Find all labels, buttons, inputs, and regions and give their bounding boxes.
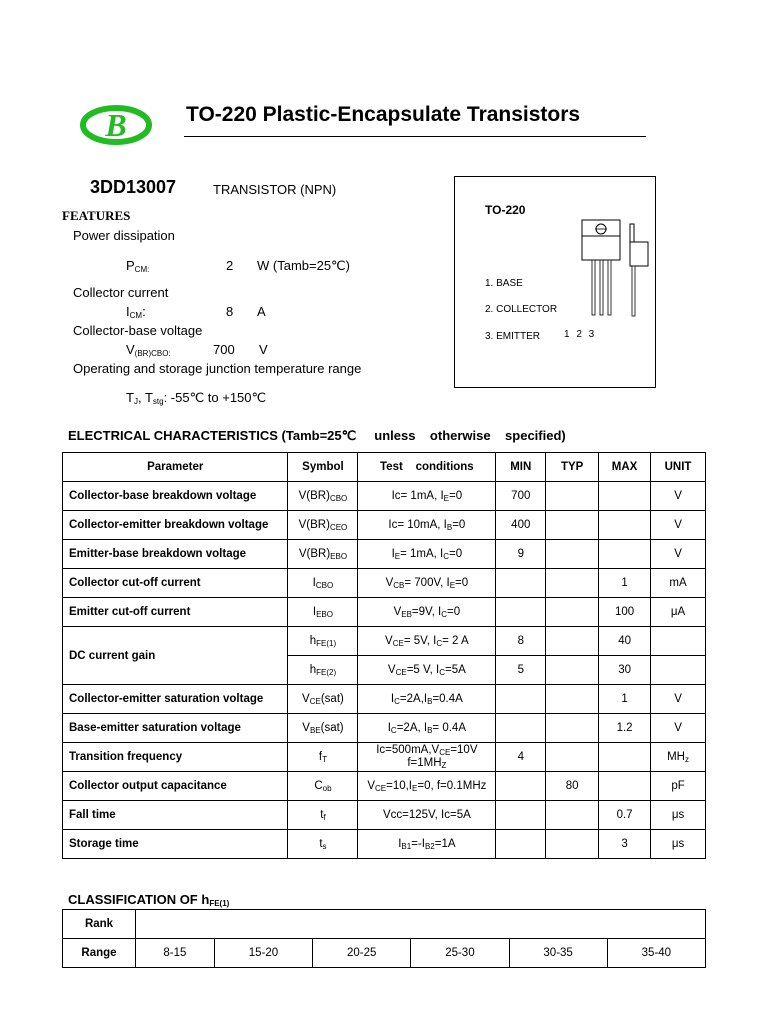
typ-cell bbox=[546, 656, 599, 685]
collector-base-voltage-label: Collector-base voltage bbox=[73, 323, 203, 338]
typ-cell bbox=[546, 511, 599, 540]
symbol-cell: $h_{FE(2)}$ bbox=[288, 656, 358, 685]
header-max: MAX bbox=[599, 453, 651, 482]
typ-cell bbox=[546, 743, 599, 772]
min-cell bbox=[496, 714, 546, 743]
parameter-cell: Collector-emitter breakdown voltage bbox=[63, 511, 288, 540]
unit-cell: μs bbox=[651, 830, 706, 859]
symbol-cell: $I_{EBO}$ bbox=[288, 598, 358, 627]
parameter-cell: Collector output capacitance bbox=[63, 772, 288, 801]
max-cell: 40 bbox=[599, 627, 651, 656]
parameter-cell: Storage time bbox=[63, 830, 288, 859]
symbol-cell: $V(BR)_{CBO}$ bbox=[288, 482, 358, 511]
parameter-cell: Emitter-base breakdown voltage bbox=[63, 540, 288, 569]
conditions-cell: $I_C=2A$, $I_B= 0.4A$ bbox=[358, 714, 496, 743]
unit-cell: $MH_z$ bbox=[651, 743, 706, 772]
range-cell: 20-25 bbox=[313, 939, 411, 968]
title-rule bbox=[184, 136, 646, 137]
range-cell: 8-15 bbox=[136, 939, 215, 968]
min-cell: 400 bbox=[496, 511, 546, 540]
pcm-value: 2 bbox=[226, 258, 234, 273]
to220-package-drawing bbox=[570, 218, 654, 320]
table-row bbox=[63, 540, 706, 569]
power-dissipation-label: Power dissipation bbox=[73, 228, 175, 243]
pcm-unit: W (Tamb=25℃) bbox=[257, 258, 350, 273]
min-cell bbox=[496, 685, 546, 714]
header-typ: TYP bbox=[546, 453, 599, 482]
typ-cell: 80 bbox=[546, 772, 599, 801]
unit-cell: μs bbox=[651, 801, 706, 830]
typ-cell bbox=[546, 540, 599, 569]
conditions-cell: $V_{CE}= 5V$, $I_C= 2$ A bbox=[358, 627, 496, 656]
table-row bbox=[63, 743, 706, 772]
typ-cell bbox=[546, 685, 599, 714]
conditions-cell: Ic= 10mA, $I_B=0$ bbox=[358, 511, 496, 540]
rank-values bbox=[136, 910, 706, 939]
unit-cell: V bbox=[651, 511, 706, 540]
parameter-cell: Collector-emitter saturation voltage bbox=[63, 685, 288, 714]
unit-cell bbox=[651, 627, 706, 656]
symbol-cell: $t_s$ bbox=[288, 830, 358, 859]
max-cell bbox=[599, 743, 651, 772]
vcbo-unit: V bbox=[259, 342, 268, 357]
max-cell: 3 bbox=[599, 830, 651, 859]
temperature-range-value: $T_J$, $T_{stg}$: -55℃ to +150℃ bbox=[126, 390, 267, 406]
conditions-cell: $I_C=2A,I_B=0.4A$ bbox=[358, 685, 496, 714]
typ-cell bbox=[546, 569, 599, 598]
header-test-conditions: Test conditions bbox=[358, 453, 496, 482]
min-cell bbox=[496, 598, 546, 627]
unit-cell: V bbox=[651, 482, 706, 511]
pin-1-label: 1. BASE bbox=[485, 278, 523, 289]
part-type: TRANSISTOR (NPN) bbox=[213, 182, 337, 197]
typ-cell bbox=[546, 714, 599, 743]
parameter-cell: Transition frequency bbox=[63, 743, 288, 772]
max-cell: 30 bbox=[599, 656, 651, 685]
electrical-characteristics-heading: ELECTRICAL CHARACTERISTICS (Tamb=25℃ unless otherwise specified) bbox=[68, 428, 566, 443]
temperature-range-label: Operating and storage junction temperature range bbox=[73, 361, 362, 376]
table-row bbox=[63, 627, 706, 656]
parameter-cell: Fall time bbox=[63, 801, 288, 830]
classification-heading: CLASSIFICATION OF $h_{FE(1)}$ bbox=[68, 892, 230, 908]
typ-cell bbox=[546, 801, 599, 830]
pin-3-label: 3. EMITTER bbox=[485, 331, 541, 342]
max-cell: 1 bbox=[599, 685, 651, 714]
parameter-cell: Collector-base breakdown voltage bbox=[63, 482, 288, 511]
symbol-cell: $V(BR)_{EBO}$ bbox=[288, 540, 358, 569]
conditions-cell: $V_{CB}= 700V$, $I_E=0$ bbox=[358, 569, 496, 598]
min-cell: 700 bbox=[496, 482, 546, 511]
max-cell bbox=[599, 540, 651, 569]
features-heading: FEATURES bbox=[62, 208, 131, 223]
table-row bbox=[63, 801, 706, 830]
range-cell: 30-35 bbox=[509, 939, 607, 968]
pin-2-label: 2. COLLECTOR bbox=[485, 304, 558, 315]
range-row bbox=[63, 939, 706, 968]
range-label: Range bbox=[63, 939, 136, 968]
range-cell: 25-30 bbox=[411, 939, 509, 968]
unit-cell: μA bbox=[651, 598, 706, 627]
parameter-cell: Collector cut-off current bbox=[63, 569, 288, 598]
typ-cell bbox=[546, 482, 599, 511]
unit-cell: pF bbox=[651, 772, 706, 801]
header-symbol: Symbol bbox=[288, 453, 358, 482]
max-cell bbox=[599, 772, 651, 801]
conditions-cell: $V_{EB}=9V$, $I_C=0$ bbox=[358, 598, 496, 627]
range-cell: 15-20 bbox=[214, 939, 312, 968]
pin-numbers: 1 2 3 bbox=[564, 329, 597, 340]
rank-label: Rank bbox=[63, 910, 136, 939]
icm-value: 8 bbox=[226, 304, 234, 319]
min-cell bbox=[496, 772, 546, 801]
company-logo bbox=[80, 105, 152, 145]
table-row bbox=[63, 598, 706, 627]
conditions-cell: $I_E= 1mA$, $I_C=0$ bbox=[358, 540, 496, 569]
conditions-cell: $V_{CE}=5$ V, $I_C=5A$ bbox=[358, 656, 496, 685]
max-cell: 100 bbox=[599, 598, 651, 627]
collector-current-label: Collector current bbox=[73, 285, 169, 300]
unit-cell: V bbox=[651, 685, 706, 714]
vcbo-value: 700 bbox=[213, 342, 235, 357]
conditions-cell: $I_{B1}=-I_{B2}=1A$ bbox=[358, 830, 496, 859]
table-row bbox=[63, 830, 706, 859]
symbol-cell: $C_{ob}$ bbox=[288, 772, 358, 801]
icm-unit: A bbox=[257, 304, 266, 319]
symbol-cell: $f_T$ bbox=[288, 743, 358, 772]
min-cell bbox=[496, 569, 546, 598]
symbol-cell: $V_{CE}(sat)$ bbox=[288, 685, 358, 714]
header-unit: UNIT bbox=[651, 453, 706, 482]
unit-cell: mA bbox=[651, 569, 706, 598]
symbol-cell: $V(BR)_{CEO}$ bbox=[288, 511, 358, 540]
unit-cell: V bbox=[651, 540, 706, 569]
min-cell: 9 bbox=[496, 540, 546, 569]
table-row bbox=[63, 482, 706, 511]
conditions-cell: Ic= 1mA, $I_E=0$ bbox=[358, 482, 496, 511]
package-title: TO-220 bbox=[485, 203, 526, 217]
table-row bbox=[63, 569, 706, 598]
max-cell: 0.7 bbox=[599, 801, 651, 830]
symbol-cell: $t_f$ bbox=[288, 801, 358, 830]
unit-cell: V bbox=[651, 714, 706, 743]
table-row bbox=[63, 685, 706, 714]
max-cell bbox=[599, 482, 651, 511]
electrical-characteristics-table bbox=[62, 452, 706, 859]
symbol-cell: $h_{FE(1)}$ bbox=[288, 627, 358, 656]
conditions-cell: $Ic=500mA,V_{CE}=10V$ $f=1MH_Z$ bbox=[358, 743, 496, 772]
range-cell: 35-40 bbox=[607, 939, 705, 968]
typ-cell bbox=[546, 830, 599, 859]
header-min: MIN bbox=[496, 453, 546, 482]
max-cell: 1.2 bbox=[599, 714, 651, 743]
symbol-cell: $V_{BE}(sat)$ bbox=[288, 714, 358, 743]
parameter-cell: Base-emitter saturation voltage bbox=[63, 714, 288, 743]
conditions-cell: $V_{CE}=10,I_E=0$, f=0.1MHz bbox=[358, 772, 496, 801]
unit-cell bbox=[651, 656, 706, 685]
typ-cell bbox=[546, 627, 599, 656]
logo-letter: B bbox=[105, 107, 127, 143]
parameter-cell: Emitter cut-off current bbox=[63, 598, 288, 627]
conditions-cell: Vcc=125V, Ic=5A bbox=[358, 801, 496, 830]
max-cell bbox=[599, 511, 651, 540]
parameter-cell: DC current gain bbox=[63, 627, 288, 685]
pcm-symbol: $P_{CM:}$ bbox=[126, 258, 150, 274]
document-title: TO-220 Plastic-Encapsulate Transistors bbox=[186, 103, 581, 126]
min-cell: 8 bbox=[496, 627, 546, 656]
min-cell: 5 bbox=[496, 656, 546, 685]
min-cell: 4 bbox=[496, 743, 546, 772]
table-row bbox=[63, 714, 706, 743]
table-row bbox=[63, 772, 706, 801]
vcbo-symbol: $V_{(BR)CBO:}$ bbox=[126, 342, 171, 358]
classification-table bbox=[62, 909, 706, 968]
symbol-cell: $I_{CBO}$ bbox=[288, 569, 358, 598]
typ-cell bbox=[546, 598, 599, 627]
min-cell bbox=[496, 801, 546, 830]
rank-row bbox=[63, 910, 706, 939]
part-number: 3DD13007 bbox=[90, 177, 177, 197]
table-row bbox=[63, 511, 706, 540]
max-cell: 1 bbox=[599, 569, 651, 598]
icm-symbol: $I_{CM}$: bbox=[126, 304, 146, 320]
header-parameter: Parameter bbox=[63, 453, 288, 482]
table-header-row bbox=[63, 453, 706, 482]
min-cell bbox=[496, 830, 546, 859]
